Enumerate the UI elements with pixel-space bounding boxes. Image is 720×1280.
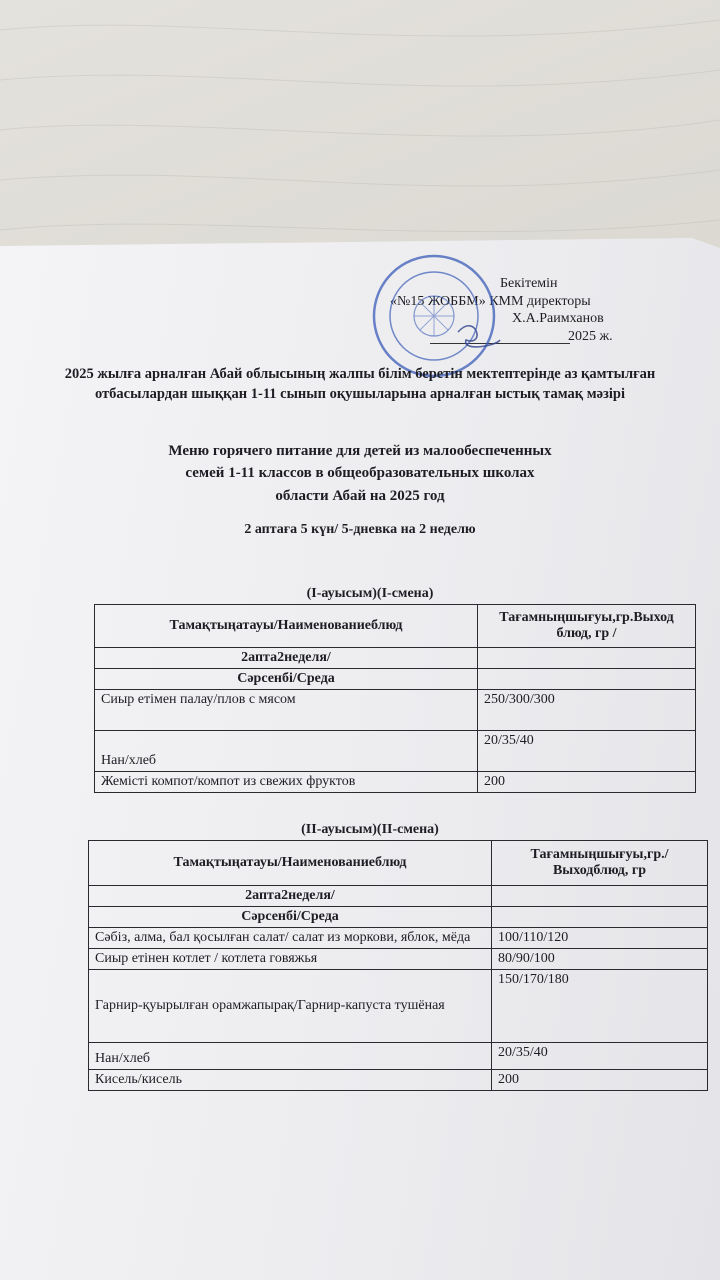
table-row	[95, 731, 696, 772]
dish-name: Нан/хлеб	[95, 731, 478, 772]
dish-output: 150/170/180	[492, 970, 708, 1043]
dish-name: Сиыр етімен палау/плов с мясом	[95, 690, 478, 731]
column-header-dish: Тамақтыңатауы/Наименованиеблюд	[89, 841, 492, 886]
week-row	[89, 886, 708, 907]
dish-name: Гарнир-қуырылған орамжапырақ/Гарнир-капуста тушёная	[89, 970, 492, 1043]
dish-name: Сиыр етінен котлет / котлета говяжья	[89, 949, 492, 970]
dish-output: 20/35/40	[492, 1043, 708, 1070]
shift1-menu-table	[94, 604, 696, 793]
shift2-heading: (ІІ-ауысым)(ІІ-смена)	[301, 822, 439, 837]
column-header-dish: Тамақтыңатауы/Наименованиеблюд	[95, 605, 478, 648]
dish-name: Жемісті компот/компот из свежих фруктов	[95, 772, 478, 793]
week-row	[95, 648, 696, 669]
table-header-row	[95, 605, 696, 648]
official-stamp-seal	[366, 252, 502, 380]
day-row	[95, 669, 696, 690]
dish-output: 20/35/40	[478, 731, 696, 772]
day-label: Сәрсенбі/Среда	[89, 907, 492, 928]
shift2-menu-table	[88, 840, 708, 1091]
dish-output: 250/300/300	[478, 690, 696, 731]
approval-line-1: Бекітемін	[500, 276, 558, 291]
dish-output: 200	[478, 772, 696, 793]
column-header-output: Тағамныңшығуы,гр./Выходблюд, гр	[492, 841, 708, 886]
dish-name: Сәбіз, алма, бал қосылған салат/ салат из моркови, яблок, мёда	[89, 928, 492, 949]
table-row	[89, 1070, 708, 1091]
table-row	[89, 949, 708, 970]
day-label: Сәрсенбі/Среда	[95, 669, 478, 690]
shift1-heading: (І-ауысым)(І-смена)	[306, 586, 434, 601]
approval-line-3: Х.А.Раимханов	[512, 311, 604, 326]
dish-output: 80/90/100	[492, 949, 708, 970]
table-row	[89, 928, 708, 949]
week-label: 2апта2неделя/	[89, 886, 492, 907]
title-russian-line-3: области Абай на 2025 год	[275, 488, 445, 504]
table-row	[95, 772, 696, 793]
table-row	[95, 690, 696, 731]
dish-output: 200	[492, 1070, 708, 1091]
title-russian-line-1: Меню горячего питание для детей из малообеспеченных	[168, 443, 552, 459]
table-header-row	[89, 841, 708, 886]
approval-line-4: 2025 ж.	[568, 329, 613, 344]
subtitle-weeks: 2 аптаға 5 күн/ 5-дневка на 2 неделю	[244, 522, 476, 537]
title-kazakh: 2025 жылға арналған Абай облысының жалпы білім беретін мектептерінде аз қамтылған отбасылардан шыққан 1-11 сынып оқушыларына арналған ыстық тамақ мәзірі	[64, 366, 656, 402]
day-row	[89, 907, 708, 928]
approval-line-2: «№15 ЖОББМ» КММ директоры	[390, 294, 591, 309]
week-label: 2апта2неделя/	[95, 648, 478, 669]
dish-name: Кисель/кисель	[89, 1070, 492, 1091]
table-row	[89, 970, 708, 1043]
table-row	[89, 1043, 708, 1070]
dish-name: Нан/хлеб	[89, 1043, 492, 1070]
title-russian-line-2: семей 1-11 классов в общеобразовательных школах	[185, 465, 535, 481]
dish-output: 100/110/120	[492, 928, 708, 949]
column-header-output: Тағамныңшығуы,гр.Выход блюд, гр /	[478, 605, 696, 648]
